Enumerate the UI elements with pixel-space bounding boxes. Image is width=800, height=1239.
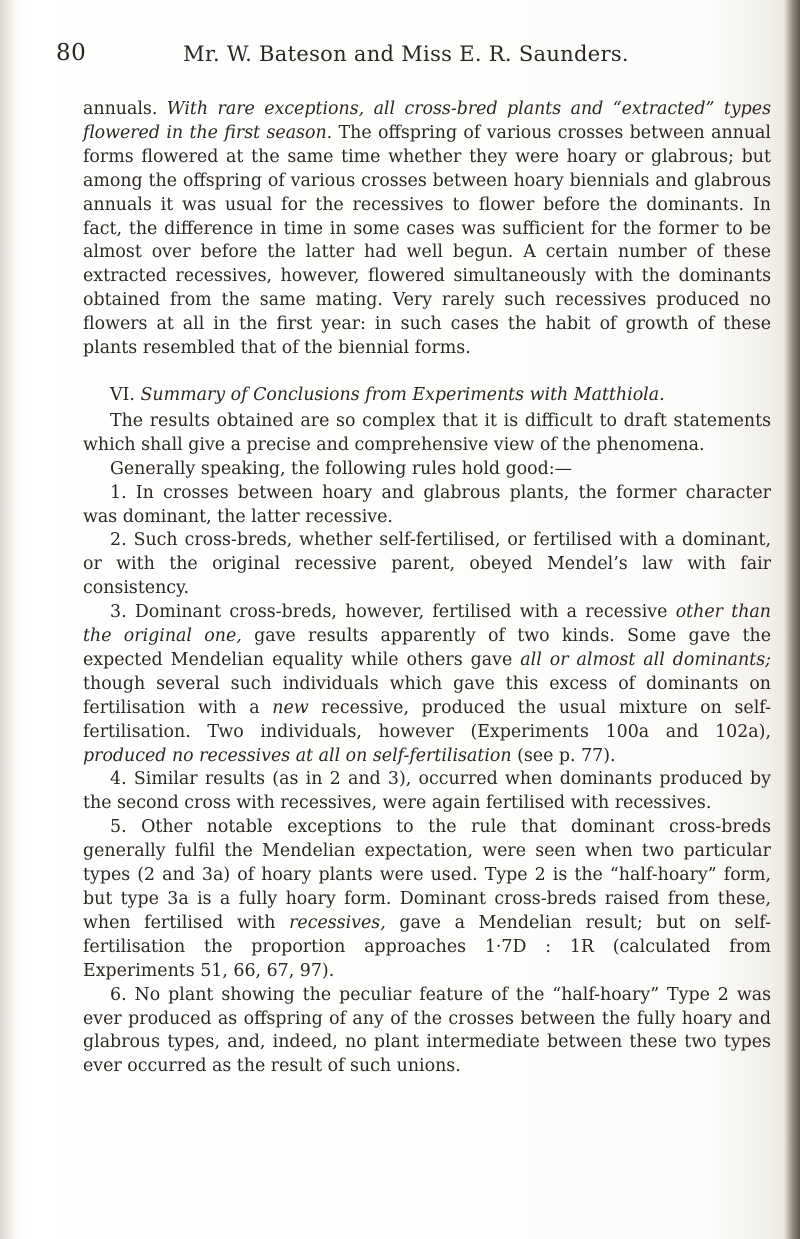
paragraph: The results obtained are so complex that it is difficult to draft statements which shall give a precise and comprehensive view of the phenomena.	[83, 410, 771, 455]
intro-paragraph: annuals. With rare exceptions, all cross-bred plants and “extracted” types flowered in the first season. The offspring of various crosses between annual forms flowered at the same time whether they were hoary or glabrous; but among the offspring of various crosses between hoary biennials and glabrous annuals it was usual for the recessives to flower before the dominants. In fact, the difference in time in some cases was sufficient for the former to be almost over before the latter had well begun. A certain number of these extracted recessives, however, flowered simultaneously with the dominants obtained from the same mating. Very rarely such recessives produced no flowers at all in the first year: in such cases the habit of growth of these plants resembled that of the biennial forms.	[83, 99, 771, 359]
binding-shadow	[0, 0, 26, 1239]
rule-3: 3. Dominant cross-breds, however, fertilised with a recessive other than the original one, gave results apparently of two kinds. Some gave the expected Mendelian equality while others gave all or almost all dominants; though several such individuals which gave this excess of dominants on fertilisation with a new recessive, produced the usual mixture on self-fertilisation. Two individuals, however (Experiments 100a and 102a), produced no recessives at all on self-fertilisation (see p. 77).	[83, 602, 772, 766]
rule-1: 1. In crosses between hoary and glabrous plants, the former character was dominant, the latter recessive.	[83, 482, 771, 527]
page-edge-shadow	[784, 0, 800, 1239]
section-heading	[83, 384, 771, 408]
body-text	[83, 98, 771, 1079]
section-number: VI.	[110, 384, 141, 405]
rule-4: 4. Similar results (as in 2 and 3), occurred when dominants produced by the second cross with recessives, were again fertilised with recessives.	[83, 769, 771, 814]
running-head: Mr. W. Bateson and Miss E. R. Saunders.	[183, 42, 629, 66]
page-header	[56, 40, 756, 70]
italic-phrase: With rare exceptions, all cross-bred plants and “extracted” types flowered in the first season.	[83, 99, 771, 143]
rule-6: 6. No plant showing the peculiar feature of the “half-hoary” Type 2 was ever produced as offspring of any of the crosses between the fully hoary and glabrous types, and, indeed, no plant intermediate between these two types ever occurred as the result of such unions.	[83, 984, 771, 1077]
section-title: Summary of Conclusions from Experiments with Matthiola.	[140, 384, 665, 405]
rule-2: 2. Such cross-breds, whether self-fertilised, or fertilised with a dominant, or with the original recessive parent, obeyed Mendel’s law with fair consistency.	[83, 530, 771, 599]
page-number: 80	[56, 40, 87, 66]
paragraph: Generally speaking, the following rules hold good:—	[110, 458, 573, 479]
rule-5: 5. Other notable exceptions to the rule that dominant cross-breds generally fulfil the Mendelian expectation, were seen when two particular types (2 and 3a) of hoary plants were used. Type 2 is the “half-hoary” form, but type 3a is a fully hoary form. Dominant cross-breds raised from these, when fertilised with recessives, gave a Mendelian result; but on self-fertilisation the proportion approaches 1·7D : 1R (calculated from Experiments 51, 66, 67, 97).	[83, 817, 771, 981]
